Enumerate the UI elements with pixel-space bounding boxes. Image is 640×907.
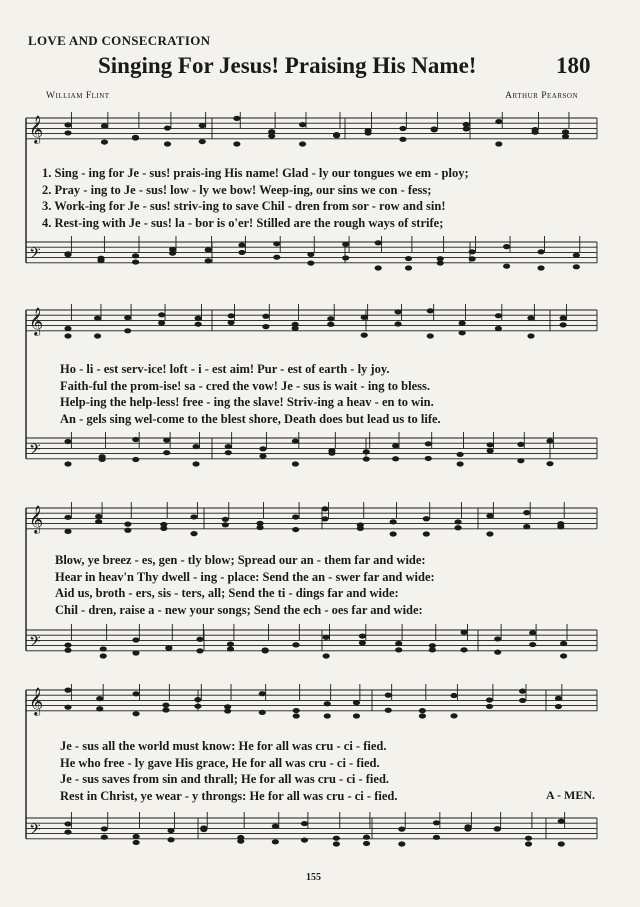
- verse-block-2: [60, 361, 441, 427]
- hymn-title: Singing For Jesus! Praising His Name!: [98, 53, 477, 78]
- verse-block-1: [42, 165, 469, 231]
- lyric-line: 3. Work-ing for Je - sus! striv-ing to save Chil - dren from sor - row and sin!: [42, 199, 446, 214]
- svg-text:𝄞: 𝄞: [29, 306, 44, 335]
- composer-credit: Arthur Pearson: [505, 91, 578, 101]
- lyric-line: Hear in heav'n Thy dwell - ing - place: Send the an - swer far and wide:: [55, 569, 435, 584]
- lyric-line: Blow, ye breez - es, gen - tly blow; Spread our an - them far and wide:: [55, 553, 426, 567]
- svg-text:𝄢: 𝄢: [29, 820, 41, 842]
- svg-text:𝄞: 𝄞: [29, 114, 44, 143]
- lyric-line: Faith-ful the prom-ise! sa - cred the vow! Je - sus is wait - ing to bless.: [60, 378, 431, 393]
- lyric-line: Je - sus all the world must know: He for all was cru - ci - fied.: [60, 739, 387, 753]
- lyric-line: Chil - dren, raise a - new your songs; Send the ech - oes far and wide:: [55, 602, 423, 617]
- section-heading: LOVE AND CONSECRATION: [28, 33, 211, 48]
- lyric-line: An - gels sing wel-come to the blest shore, Death does but lead us to life.: [60, 411, 441, 426]
- lyric-line: Rest in Christ, ye wear - y throngs: He for all was cru - ci - fied.: [60, 788, 398, 803]
- hymn-number: 180: [556, 53, 591, 78]
- lyric-line: He who free - ly gave His grace, He for all was cru - ci - fied.: [60, 755, 380, 770]
- svg-text:𝄢: 𝄢: [29, 632, 41, 654]
- lyric-line: Aid us, broth - ers, sis - ters, all; Send the ti - dings far and wide:: [55, 586, 399, 601]
- lyric-line: Help-ing the help-less! free - ing the slave! Striv-ing a heav - en to win.: [60, 395, 434, 410]
- lyric-line: Ho - li - est serv-ice! loft - i - est aim! Pur - est of earth - ly joy.: [60, 362, 390, 376]
- lyric-line: Je - sus saves from sin and thrall; He for all was cru - ci - fied.: [60, 772, 390, 787]
- amen-label: A - MEN.: [546, 788, 595, 802]
- svg-text:𝄢: 𝄢: [29, 244, 41, 266]
- lyric-line: 1. Sing - ing for Je - sus! prais-ing His name! Glad - ly our tongues we em - ploy;: [42, 166, 469, 180]
- lyric-line: 2. Pray - ing to Je - sus! low - ly we bow! Weep-ing, our sins we con - fess;: [42, 182, 432, 197]
- svg-text:𝄞: 𝄞: [29, 504, 44, 533]
- verse-block-4: [60, 738, 397, 804]
- page-number: 155: [306, 872, 321, 883]
- lyricist-credit: William Flint: [46, 91, 110, 101]
- lyric-line: 4. Rest-ing with Je - sus! la - bor is o'er! Stilled are the rough ways of strife;: [42, 215, 444, 230]
- verse-block-3: [55, 552, 435, 618]
- svg-text:𝄞: 𝄞: [29, 686, 44, 715]
- svg-text:𝄢: 𝄢: [29, 440, 41, 462]
